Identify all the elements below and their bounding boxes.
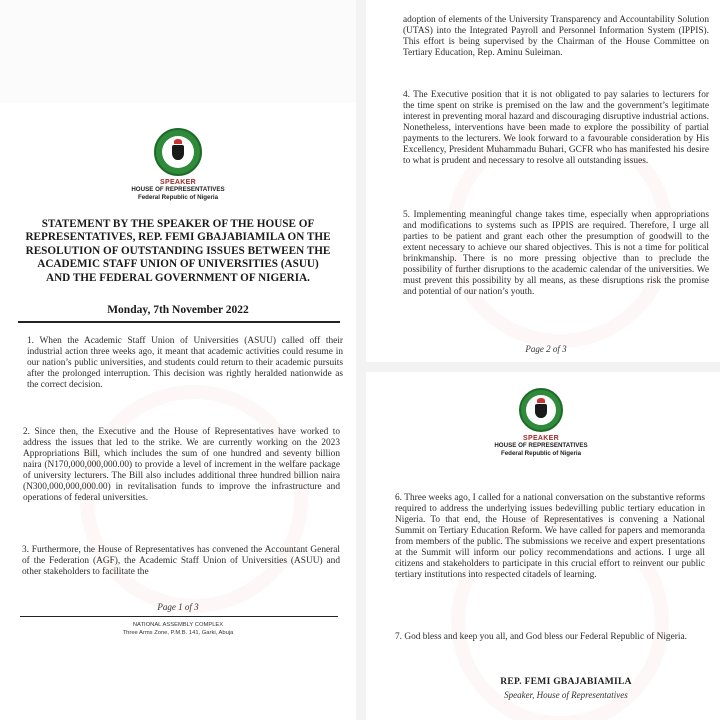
letterhead-federal: Federal Republic of Nigeria bbox=[500, 450, 582, 457]
footer-line: NATIONAL ASSEMBLY COMPLEX bbox=[132, 622, 224, 628]
page-number: Page 1 of 3 bbox=[157, 602, 199, 612]
paragraph-7: 7. God bless and keep you all, and God bless our Federal Republic of Nigeria. bbox=[395, 632, 687, 642]
letterhead-house: HOUSE OF REPRESENTATIVES bbox=[131, 186, 225, 193]
document-page-2 bbox=[366, 0, 720, 362]
page-gutter-vertical bbox=[356, 0, 366, 720]
title-line: RESOLUTION OF OUTSTANDING ISSUES BETWEEN THE bbox=[25, 244, 331, 257]
coat-of-arms-icon bbox=[519, 388, 563, 432]
paragraph-1: 1. When the Academic Staff Union of Universities (ASUU) called off their industrial action three weeks ago, it meant that academic activities could resume in our nation’s public universities, and students could return to their academic pursuits after the prolonged interruption. This decision was rightly heralded nationwide as the correct decision. bbox=[27, 336, 343, 390]
footer-address bbox=[0, 622, 356, 637]
title-line: ACADEMIC STAFF UNION OF UNIVERSITIES (ASUU) bbox=[37, 258, 319, 271]
signature-role: Speaker, House of Representatives bbox=[504, 690, 628, 700]
page-top-band bbox=[0, 0, 356, 103]
paragraph-5: 5. Implementing meaningful change takes time, especially when appropriations and modifications to systems such as IPPIS are required. Therefore, I urge all parties to be patient and grant each other the presumption of goodwill to the extent necessary to achieve our shared objectives. This is not a time for political brinkmanship. There is no more pressing objective than to preclude the possibility of further disruptions to the academic calendar of the universities. We must prevent this possibility by all means, as these disruptions risk the promise and potential of our nation’s youth. bbox=[403, 210, 709, 297]
statement-title bbox=[14, 218, 342, 285]
title-divider bbox=[18, 321, 340, 323]
footer-line: Three Arms Zone, P.M.B. 141, Garki, Abuja bbox=[122, 629, 234, 636]
letterhead-house: HOUSE OF REPRESENTATIVES bbox=[494, 442, 588, 449]
letterhead-speaker: SPEAKER bbox=[160, 179, 196, 186]
page-gutter-horizontal bbox=[366, 362, 720, 372]
signature-name: REP. FEMI GBAJABIAMILA bbox=[500, 677, 632, 687]
document-page-3 bbox=[366, 372, 720, 720]
title-line: REPRESENTATIVES, REP. FEMI GBAJABIAMILA ON THE bbox=[25, 231, 331, 244]
paragraph-3: 3. Furthermore, the House of Representatives has convened the Accountant General of the Federation (AGF), the Academic Staff Union of Universities (ASUU) and other stakeholders to facilitate the bbox=[22, 545, 340, 577]
letterhead bbox=[108, 128, 248, 202]
title-line: STATEMENT BY THE SPEAKER OF THE HOUSE OF bbox=[41, 218, 315, 230]
statement-date: Monday, 7th November 2022 bbox=[107, 304, 249, 316]
page-number: Page 2 of 3 bbox=[525, 344, 567, 354]
title-line: AND THE FEDERAL GOVERNMENT OF NIGERIA. bbox=[46, 271, 310, 284]
letterhead-federal: Federal Republic of Nigeria bbox=[137, 194, 219, 201]
coat-of-arms-icon bbox=[154, 128, 202, 176]
letterhead bbox=[481, 388, 601, 458]
paragraph-3-continued: adoption of elements of the University Transparency and Accountability Solution (UTAS) into the Integrated Payroll and Personnel Information System (IPPIS). This effort is being supervised by the Chairman of the House Committee on Tertiary Education, Rep. Aminu Suleiman. bbox=[403, 15, 709, 58]
footer-divider bbox=[20, 616, 338, 617]
paragraph-6: 6. Three weeks ago, I called for a national conversation on the substantive reforms required to address the underlying issues bedevilling public tertiary education in Nigeria. To that end, the House of Representatives is convening a National Summit on Tertiary Education Reform. We have called for papers and memoranda from members of the public. The submissions we receive and expert presentations at the Summit will inform our policy recommendations and actions. I urge all citizens and stakeholders to participate in this crucial effort to reinvent our public tertiary institutions into respected citadels of learning. bbox=[395, 493, 705, 580]
paragraph-4: 4. The Executive position that it is not obligated to pay salaries to lecturers for the time spent on strike is premised on the law and the government’s legitimate interest in preventing moral hazard and discouraging disruptive industrial actions. Nonetheless, interventions have been made to explore the possibility of partial payments to the lecturers. We look forward to a favourable consideration by His Excellency, President Muhammadu Buhari, GCFR who has manifested his desire to what is prudent and necessary to resolve all outstanding issues. bbox=[403, 90, 709, 166]
paragraph-2: 2. Since then, the Executive and the House of Representatives have worked to address the issues that led to the strike. We are currently working on the 2023 Appropriations Bill, which includes the sum of one hundred and seventy billion naira (N170,000,000,000.00) to provide a level of increment in the welfare package of university lecturers. The Bill also includes additional three hundred billion naira (N300,000,000,000.00) in revitalisation funds to improve the infrastructure and operations of federal universities. bbox=[23, 427, 340, 503]
document-page-1 bbox=[0, 0, 356, 720]
letterhead-speaker: SPEAKER bbox=[523, 435, 559, 442]
